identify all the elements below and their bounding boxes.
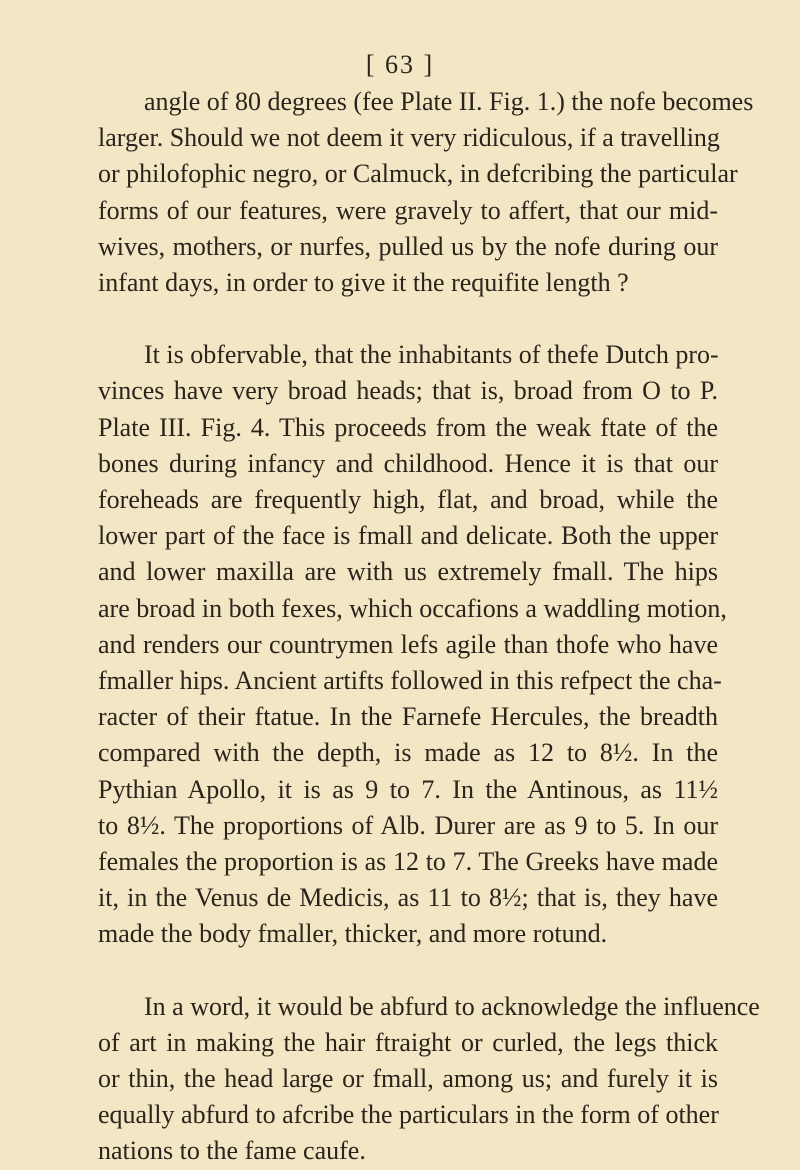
text-line: Plate III. Fig. 4. This proceeds from the weak ftate of the xyxy=(98,412,718,442)
text-line: of art in making the hair ftraight or curled, the legs thick xyxy=(98,1027,718,1057)
text-line: foreheads are frequently high, flat, and broad, while the xyxy=(98,485,718,515)
text-line: nations to the fame caufe. xyxy=(98,1136,366,1166)
text-line: infant days, in order to give it the requifite length ? xyxy=(98,268,629,298)
text-line: are broad in both fexes, which occafions a waddling motion, xyxy=(98,593,727,623)
text-line: made the body fmaller, thicker, and more rotund. xyxy=(98,919,608,949)
paragraph-gap xyxy=(98,301,718,337)
text-line: fmaller hips. Ancient artifts followed in this refpect the cha- xyxy=(98,666,722,696)
text-line: bones during infancy and childhood. Hence it is that our xyxy=(98,448,718,478)
body-text xyxy=(98,84,760,1170)
text-line: or philofophic negro, or Calmuck, in defcribing the particular xyxy=(98,159,738,189)
text-line: larger. Should we not deem it very ridiculous, if a travelling xyxy=(98,123,720,153)
paragraph-3 xyxy=(98,989,760,1170)
text-line: females the proportion is as 12 to 7. The Greeks have made xyxy=(98,847,718,877)
text-line: forms of our features, were gravely to affert, that our mid- xyxy=(98,195,718,225)
text-line: racter of their ftatue. In the Farnefe Hercules, the breadth xyxy=(98,702,718,732)
text-line: or thin, the head large or fmall, among us; and furely it is xyxy=(98,1064,718,1094)
paragraph-2 xyxy=(98,337,727,952)
text-line: compared with the depth, is made as 12 to 8½. In the xyxy=(98,738,718,768)
text-line: wives, mothers, or nurfes, pulled us by the nofe during our xyxy=(98,231,718,261)
paragraph-1 xyxy=(98,84,754,301)
text-line: vinces have very broad heads; that is, broad from O to P. xyxy=(98,376,718,406)
text-line: equally abfurd to afcribe the particulars in the form of other xyxy=(98,1100,719,1130)
text-line: Pythian Apollo, it is as 9 to 7. In the Antinous, as 11½ xyxy=(98,774,718,804)
page-number: [ 63 ] xyxy=(365,50,435,79)
text-line: it, in the Venus de Medicis, as 11 to 8½; that is, they have xyxy=(98,883,718,913)
paragraph-gap xyxy=(98,953,718,989)
text-line: In a word, it would be abfurd to acknowledge the influence xyxy=(144,991,760,1021)
text-line: lower part of the face is fmall and delicate. Both the upper xyxy=(98,521,718,551)
text-line: to 8½. The proportions of Alb. Durer are as 9 to 5. In our xyxy=(98,810,718,840)
text-line: and renders our countrymen lefs agile than thofe who have xyxy=(98,629,718,659)
text-line: angle of 80 degrees (fee Plate II. Fig. 1.) the nofe becomes xyxy=(144,87,754,116)
text-line: It is obfervable, that the inhabitants of thefe Dutch pro- xyxy=(144,340,719,370)
text-line: and lower maxilla are with us extremely fmall. The hips xyxy=(98,557,718,587)
